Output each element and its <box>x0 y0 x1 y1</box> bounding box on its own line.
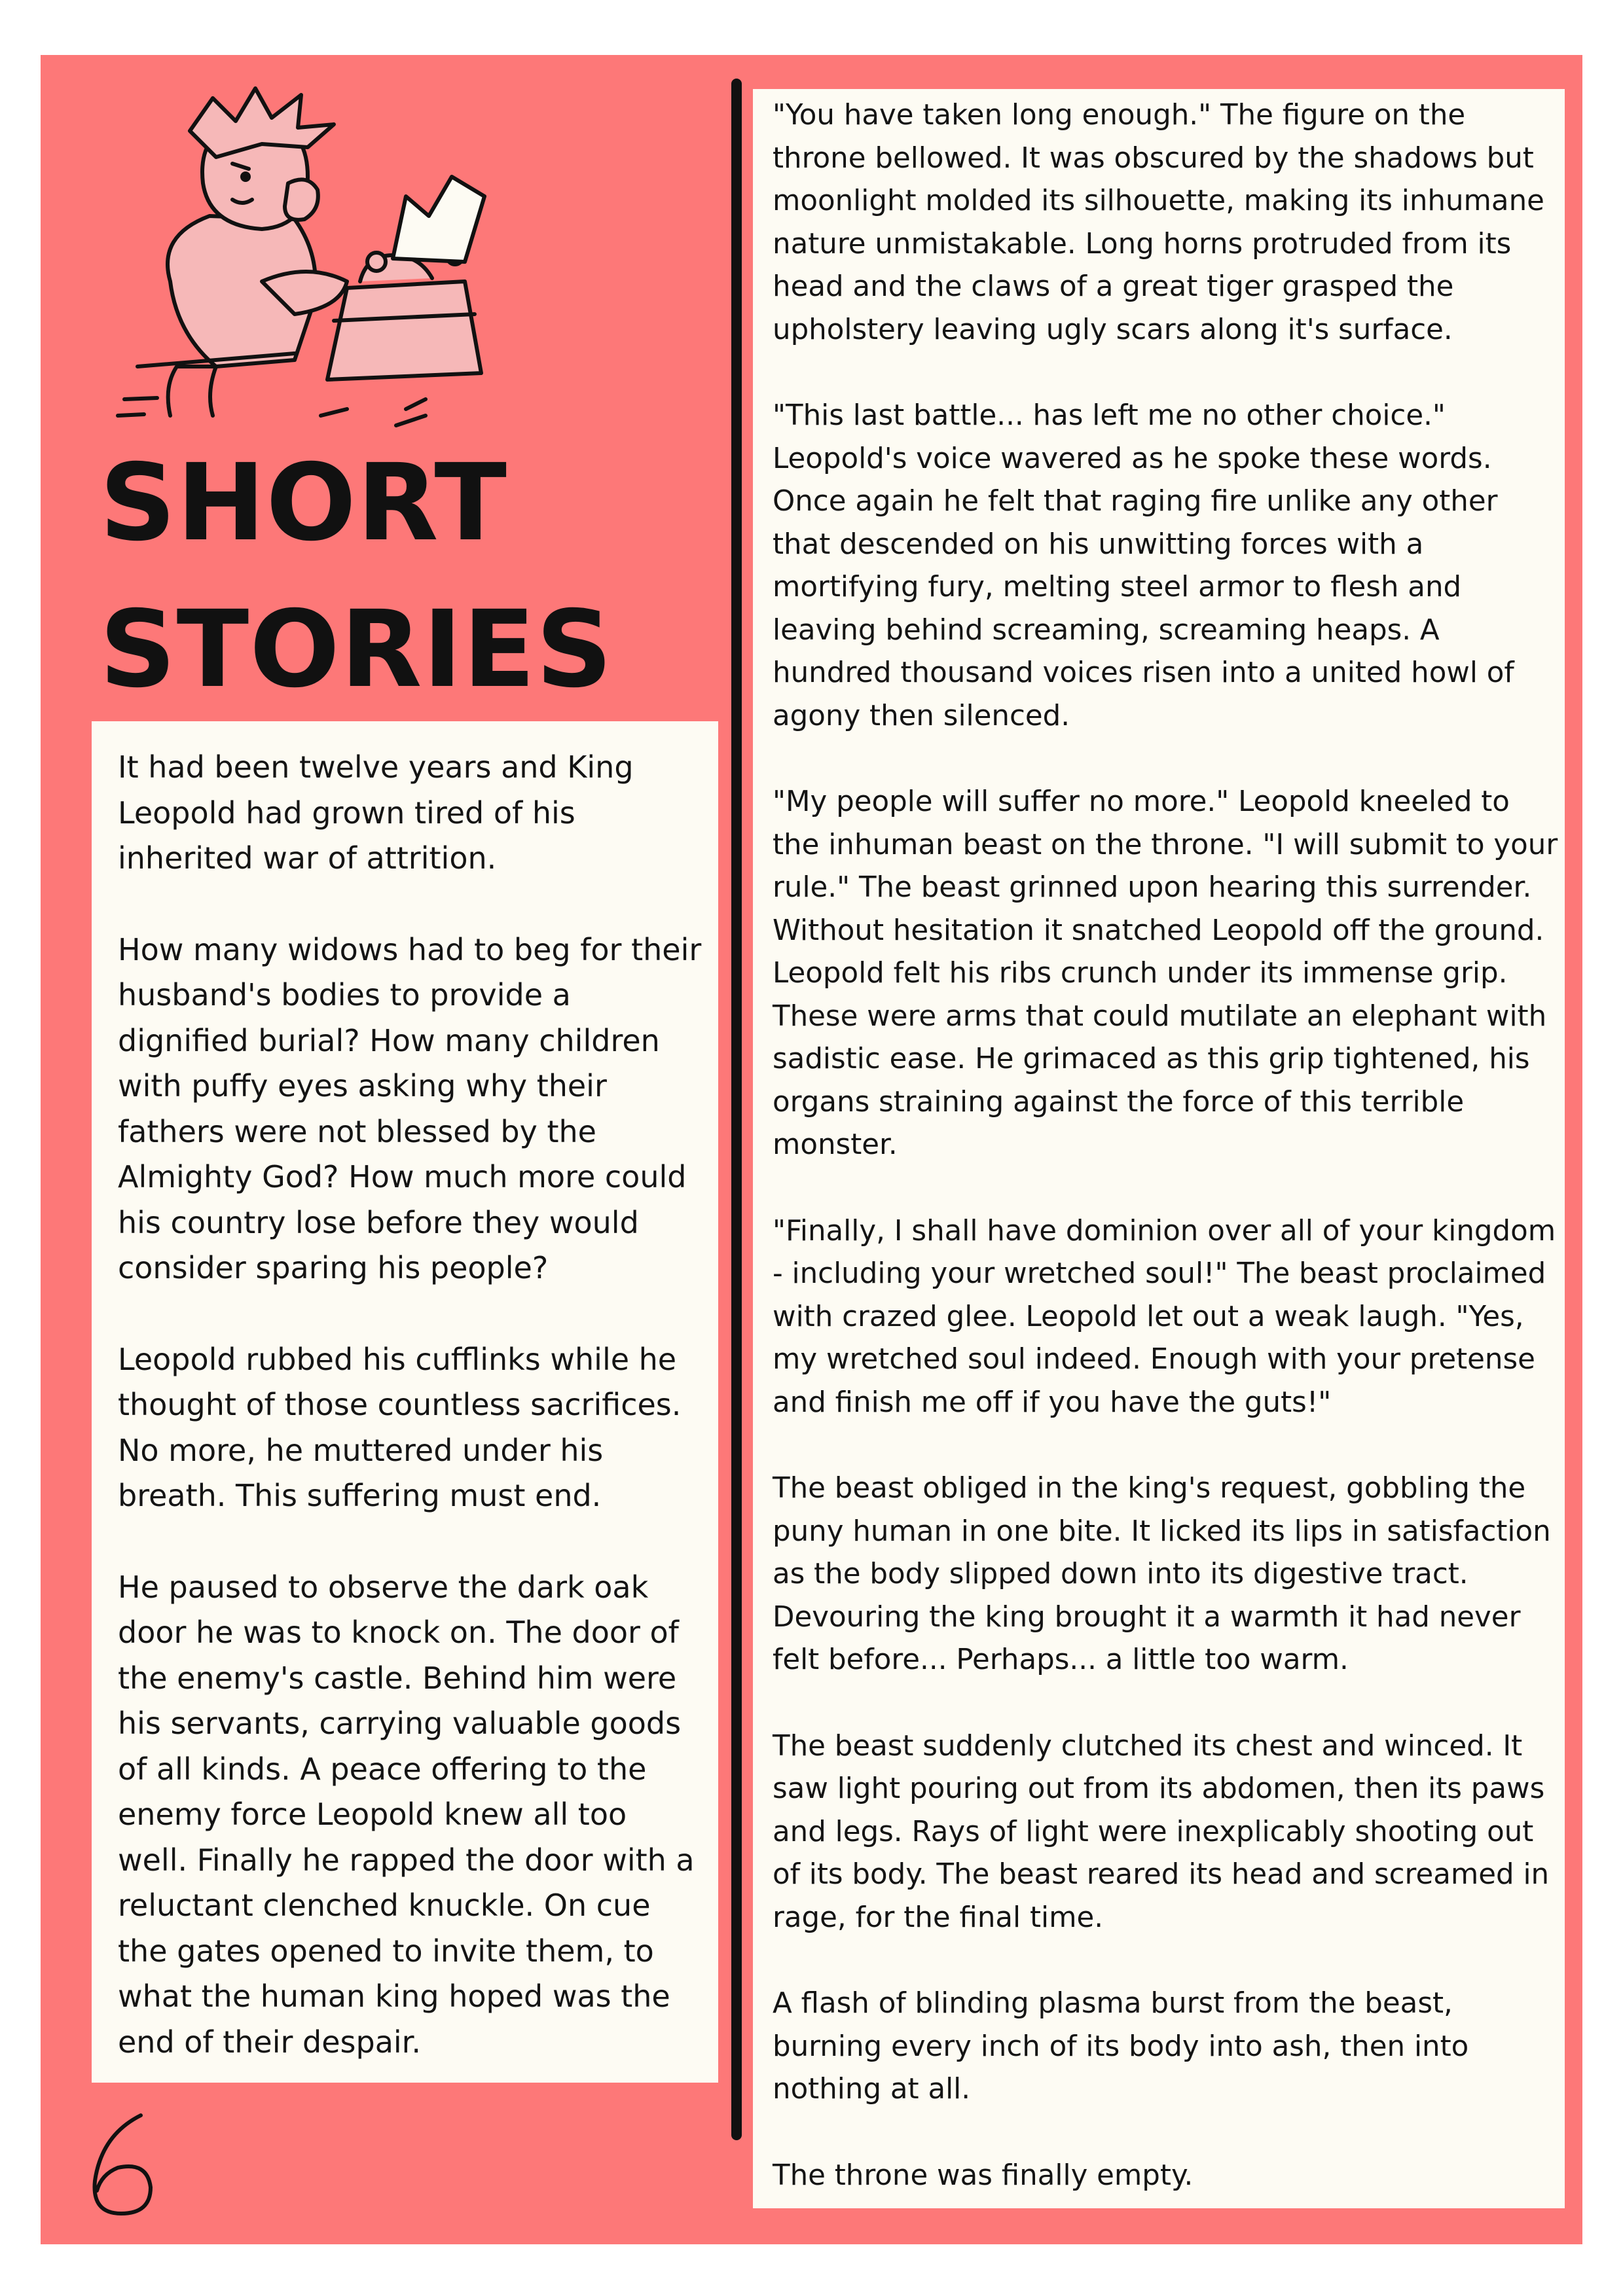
paragraph: "This last battle... has left me no other choice." Leopold's voice wavered as he spoke these words. Once again he felt that raging fire unlike any other that descended on his unwitting forces with a mortifying fury, melting steel armor to flesh and leaving behind screaming, screaming heaps. A hundred thousand voices risen into a united howl of agony then silenced. <box>773 399 1514 732</box>
left-story-panel <box>92 721 718 2083</box>
paragraph: Leopold rubbed his cufflinks while he thought of those countless sacrifices. No more, he muttered under his breath. This suffering must end. <box>118 1341 682 1513</box>
page-number <box>79 2109 164 2220</box>
writer-at-typewriter-drawing <box>98 85 504 445</box>
paragraph: "My people will suffer no more." Leopold kneeled to the inhuman beast on the throne. "I will submit to your rule." The beast grinned upon hearing this surrender. Without hesitation it snatched Leopold off the ground. Leopold felt his ribs crunch under its immense grip. These were arms that could mutilate an elephant with sadistic ease. He grimaced as this grip tightened, his organs straining against the force of this terrible monster. <box>773 785 1558 1161</box>
right-story-panel <box>753 89 1565 2208</box>
paragraph: How many widows had to beg for their husband's bodies to provide a dignified burial? How many children with puffy eyes asking why their fathers were not blessed by the Almighty God? How much more could his country lose before they would consider sparing his people? <box>118 931 702 1285</box>
paragraph: The beast obliged in the king's request, gobbling the puny human in one bite. It licked its lips in satisfaction as the body slipped down into its digestive tract. Devouring the king brought it a warmth it had never felt before... Perhaps... a little too warm. <box>773 1472 1551 1676</box>
title-line-2: STORIES <box>100 588 613 711</box>
paragraph: "Finally, I shall have dominion over all of your kingdom - including your wretched soul!" The beast proclaimed with crazed glee. Leopold let out a weak laugh. "Yes, my wretched soul indeed. Enough with your pretense and finish me off if you have the guts!" <box>773 1214 1556 1419</box>
column-divider <box>731 79 742 2140</box>
paragraph: He paused to observe the dark oak door he was to knock on. The door of the enemy's castle. Behind him were his servants, carrying valuable goods of all kinds. A peace offering to the enemy force Leopold knew all too well. Finally he rapped the door with a reluctant clenched knuckle. On cue the gates opened to invite them, to what the human king hoped was the end of their despair. <box>118 1569 695 2060</box>
paragraph: The throne was finally empty. <box>773 2159 1194 2192</box>
paragraph: "You have taken long enough." The figure on the throne bellowed. It was obscured by the shadows but moonlight molded its silhouette, making its inhumane nature unmistakable. Long horns protruded from its head and the claws of a great tiger grasped the upholstery leaving ugly scars along it's surface. <box>773 99 1544 346</box>
paragraph: A flash of blinding plasma burst from the beast, burning every inch of its body into ash, then into nothing at all. <box>773 1987 1469 2106</box>
paragraph: The beast suddenly clutched its chest and winced. It saw light pouring out from its abdomen, then its paws and legs. Rays of light were inexplicably shooting out of its body. The beast reared its head and screamed in rage, for the final time. <box>773 1729 1550 1934</box>
title-line-1: SHORT <box>100 442 507 565</box>
paragraph: It had been twelve years and King Leopold had grown tired of his inherited war of attrition. <box>118 749 634 876</box>
